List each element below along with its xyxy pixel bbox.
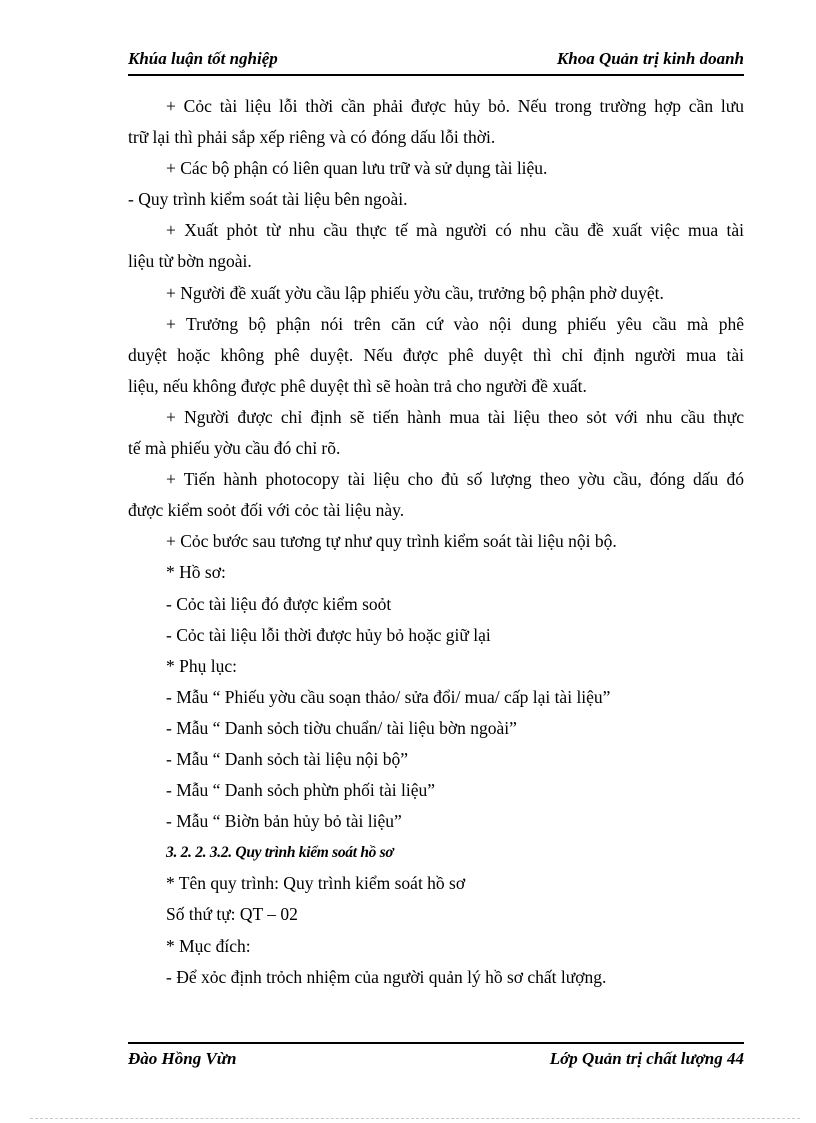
text-line: - Cỏc tài liệu đó được kiểm soỏt <box>166 593 392 614</box>
text-line: - Quy trình kiểm soát tài liệu bên ngoài. <box>128 189 408 210</box>
text-line: - Mẫu “ Biờn bản hủy bỏ tài liệu” <box>166 811 402 832</box>
text-line: + Người được chỉ định sẽ tiến hành mua tài liệu theo sỏt với nhu cầu thực <box>166 406 744 427</box>
page-edge-divider <box>30 1118 800 1119</box>
text-line: - Cỏc tài liệu lỗi thời được hủy bỏ hoặc giữ lại <box>166 624 491 645</box>
text-line: + Các bộ phận có liên quan lưu trữ và sử dụng tài liệu. <box>166 158 548 179</box>
text-line: duyệt hoặc không phê duyệt. Nếu được phê duyệt thì chỉ định người mua tài <box>128 344 744 365</box>
text-line: - Mẫu “ Phiếu yờu cầu soạn thảo/ sửa đổi/ mua/ cấp lại tài liệu” <box>166 686 611 707</box>
text-line: - Mẫu “ Danh sỏch tiờu chuẩn/ tài liệu bờn ngoài” <box>166 717 517 738</box>
text-line: liệu từ bờn ngoài. <box>128 251 252 272</box>
footer-author: Đào Hồng Vừn <box>128 1049 237 1068</box>
text-line: + Xuất phỏt từ nhu cầu thực tế mà người có nhu cầu đề xuất việc mua tài <box>166 220 744 241</box>
text-line: - Mẫu “ Danh sỏch tài liệu nội bộ” <box>166 748 409 769</box>
text-line: liệu, nếu không được phê duyệt thì sẽ hoàn trả cho người đề xuất. <box>128 375 587 396</box>
text-line: - Mẫu “ Danh sỏch phừn phối tài liệu” <box>166 780 436 801</box>
section-heading: 3. 2. 2. 3.2. Quy trình kiểm soát hồ sơ <box>166 844 394 862</box>
text-line: - Để xỏc định trỏch nhiệm của người quản lý hồ sơ chất lượng. <box>166 966 607 987</box>
text-line: * Mục đích: <box>166 935 251 956</box>
text-line: trữ lại thì phải sắp xếp riêng và có đóng dấu lỗi thời. <box>128 127 496 148</box>
text-line: * Tên quy trình: Quy trình kiểm soát hồ sơ <box>166 873 466 894</box>
footer-class: Lớp Quản trị chất lượng 44 <box>549 1049 744 1068</box>
text-line: * Phụ lục: <box>166 655 237 676</box>
text-line: Số thứ tự: QT – 02 <box>166 904 298 925</box>
text-line: được kiểm soỏt đối với cỏc tài liệu này. <box>128 500 405 521</box>
text-line: tế mà phiếu yờu cầu đó chỉ rõ. <box>128 438 341 459</box>
header-thesis-title: Khúa luận tốt nghiệp <box>128 49 278 68</box>
text-line: + Cỏc tài liệu lỗi thời cần phải được hủy bỏ. Nếu trong trường hợp cần lưu <box>166 96 744 116</box>
page-footer <box>128 1042 744 1074</box>
text-line: + Trưởng bộ phận nói trên căn cứ vào nội dung phiếu yêu cầu mà phê <box>166 313 744 334</box>
text-line: + Tiến hành photocopy tài liệu cho đủ số lượng theo yờu cầu, đóng dấu đó <box>166 469 744 490</box>
text-line: + Người đề xuất yờu cầu lập phiếu yờu cầu, trưởng bộ phận phờ duyệt. <box>166 282 664 303</box>
page-header <box>128 44 744 76</box>
document-body <box>128 91 744 993</box>
text-line: * Hồ sơ: <box>166 562 226 583</box>
header-faculty: Khoa Quản trị kinh doanh <box>556 49 744 68</box>
text-line: + Cỏc bước sau tương tự như quy trình kiểm soát tài liệu nội bộ. <box>166 531 617 552</box>
